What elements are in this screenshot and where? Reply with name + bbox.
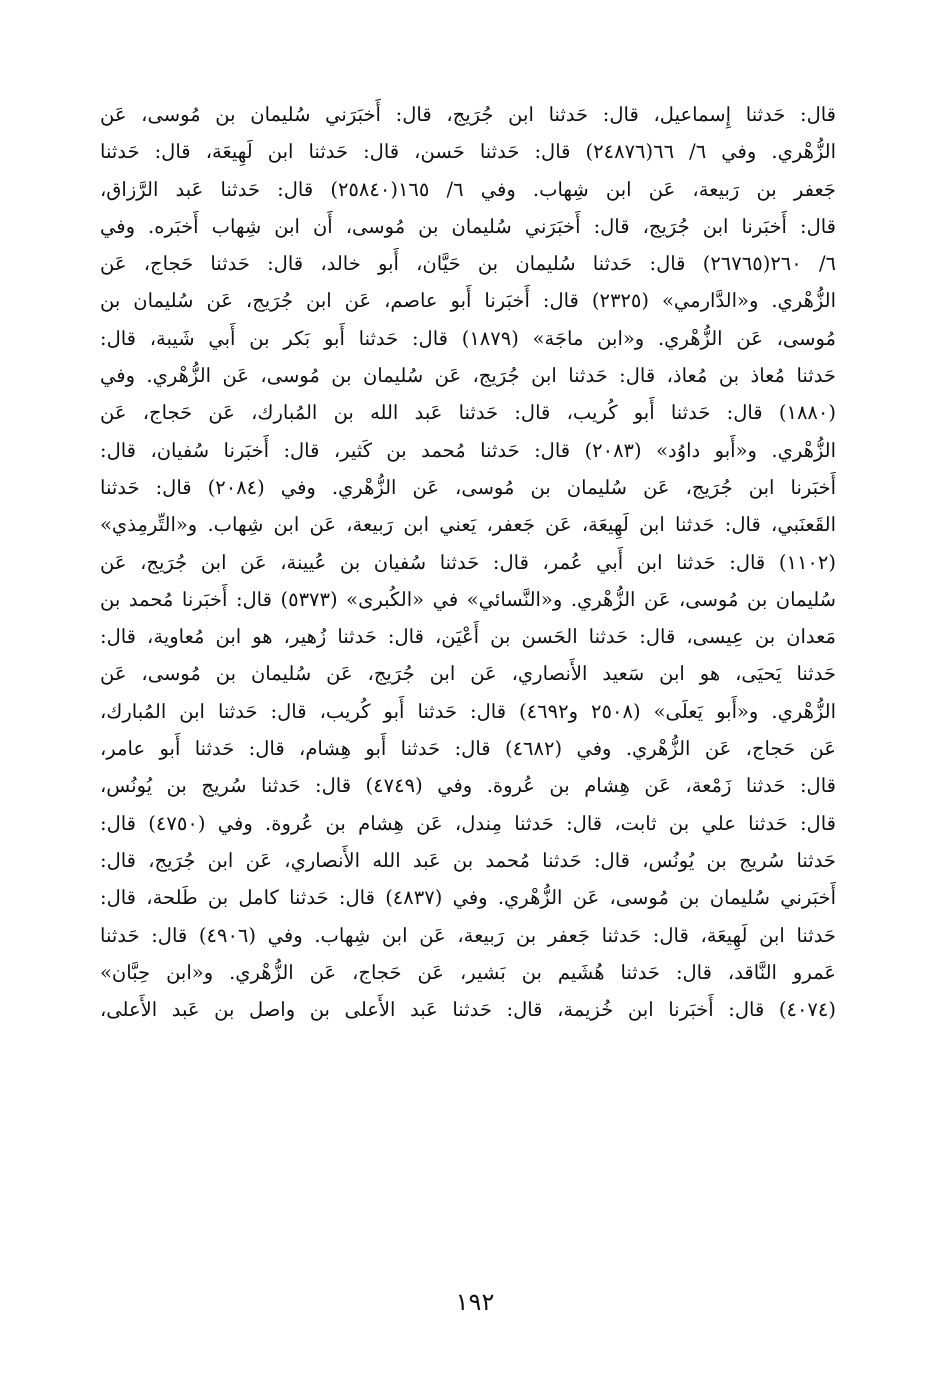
page-number: ١٩٢ — [455, 1288, 495, 1316]
text-line: حَدثنا يَحيَى، هو ابن سَعيد الأَنصاري، عَن ابن جُرَيج، عَن سُليمان بن مُوسى، عَن — [100, 662, 836, 686]
body-text — [100, 96, 836, 1028]
text-line: القَعنَبي، قال: حَدثنا ابن لَهِيعَة، عَن جَعفر، يَعني ابن رَبيعة، عَن ابن شِهاب. و«التِّرمِذي» — [100, 513, 836, 537]
text-line: قال: حَدثنا زَمْعة، عَن هِشام بن عُروة. وفي (٤٧٤٩) قال: حَدثنا سُريج بن يُونُس، — [100, 774, 836, 798]
text-line: (١٨٨٠) قال: حَدثنا أَبو كُريب، قال: حَدثنا عَبد الله بن المُبارك، عَن حَجاج، عَن — [100, 401, 836, 425]
text-line: أَخبَرني سُليمان بن مُوسى، عَن الزُّهْري. وفي (٤٨٣٧) قال: حَدثنا كامل بن طَلحة، قال: — [100, 886, 836, 910]
text-line: قال: حَدثنا علي بن ثابت، قال: حَدثنا مِندل، عَن هِشام بن عُروة. وفي (٤٧٥٠) قال: — [100, 811, 836, 835]
text-line: ٦/ ٢٦٠(٢٦٧٦٥) قال: حَدثنا سُليمان بن حَيَّان، أَبو خالد، قال: حَدثنا حَجاج، عَن — [100, 252, 836, 276]
text-line: (١١٠٢) قال: حَدثنا ابن أَبي عُمر، قال: حَدثنا سُفيان بن عُيينة، عَن ابن جُرَيج، عَن — [100, 550, 836, 574]
text-line: أَخبَرنا ابن جُرَيج، عَن سُليمان بن مُوسى، عَن الزُّهْري. وفي (٢٠٨٤) قال: حَدثنا — [100, 475, 836, 499]
text-line: سُليمان بن مُوسى، عَن الزُّهْري. و«النَّسائي» في «الكُبرى» (٥٣٧٣) قال: أَخبَرنا مُحمد بن — [100, 587, 836, 611]
text-line: الزُّهْري. وفي ٦/ ٦٦(٢٤٨٧٦) قال: حَدثنا حَسن، قال: حَدثنا ابن لَهِيعَة، قال: حَدثنا — [100, 140, 836, 164]
text-line: الزُّهْري. و«أَبو داوُد» (٢٠٨٣) قال: حَدثنا مُحمد بن كَثير، قال: أَخبَرنا سُفيان، قال: — [100, 438, 836, 462]
text-line: مَعدان بن عِيسى، قال: حَدثنا الحَسن بن أَعْيَن، قال: حَدثنا زُهير، هو ابن مُعاوية، قال: — [100, 625, 836, 649]
text-line: (٤٠٧٤) قال: أَخبَرنا ابن خُزيمة، قال: حَدثنا عَبد الأَعلى بن واصل بن عَبد الأَعلى، — [100, 998, 836, 1022]
text-line: الزُّهْري. و«أَبو يَعلَى» (٢٥٠٨ و٤٦٩٢) قال: حَدثنا أَبو كُريب، قال: حَدثنا ابن المُبارك، — [100, 699, 836, 723]
text-line: قال: أَخبَرنا ابن جُرَيج، قال: أَخبَرَني سُليمان بن مُوسى، أَن ابن شِهاب أَخبَره. وفي — [100, 214, 836, 238]
text-line: مُوسى، عَن الزُّهْري. و«ابن ماجَة» (١٨٧٩) قال: حَدثنا أَبو بَكر بن أَبي شَيبة، قال: — [100, 326, 836, 350]
text-line: حَدثنا ابن لَهِيعَة، قال: حَدثنا جَعفر بن رَبيعة، عَن ابن شِهاب. وفي (٤٩٠٦) قال: حَدثنا — [100, 923, 836, 947]
text-line: الزُّهْري. و«الدَّارمي» (٢٣٢٥) قال: أَخبَرنا أَبو عاصم، عَن ابن جُرَيج، عَن سُليمان بن — [100, 289, 836, 313]
text-line: عَن حَجاج، عَن الزُّهْري. وفي (٤٦٨٢) قال: حَدثنا أَبو هِشام، قال: حَدثنا أَبو عامر، — [100, 737, 836, 761]
text-line: عَمرو النَّاقد، قال: حَدثنا هُشَيم بن بَشير، عَن حَجاج، عَن الزُّهْري. و«ابن حِبَّان» — [100, 960, 836, 984]
text-line: قال: حَدثنا إِسماعيل، قال: حَدثنا ابن جُرَيج، قال: أَخبَرَني سُليمان بن مُوسى، عَن — [100, 103, 836, 126]
text-line: حَدثنا سُريج بن يُونُس، قال: حَدثنا مُحمد بن عَبد الله الأَنصاري، عَن ابن جُرَيج، قال: — [100, 848, 836, 872]
text-line: جَعفر بن رَبيعة، عَن ابن شِهاب. وفي ٦/ ١٦٥(٢٥٨٤٠) قال: حَدثنا عَبد الرَّزاق، — [100, 177, 836, 201]
text-line: حَدثنا مُعاذ بن مُعاذ، قال: حَدثنا ابن جُرَيج، عَن سُليمان بن مُوسى، عَن الزُّهْري. وفي — [100, 364, 836, 388]
